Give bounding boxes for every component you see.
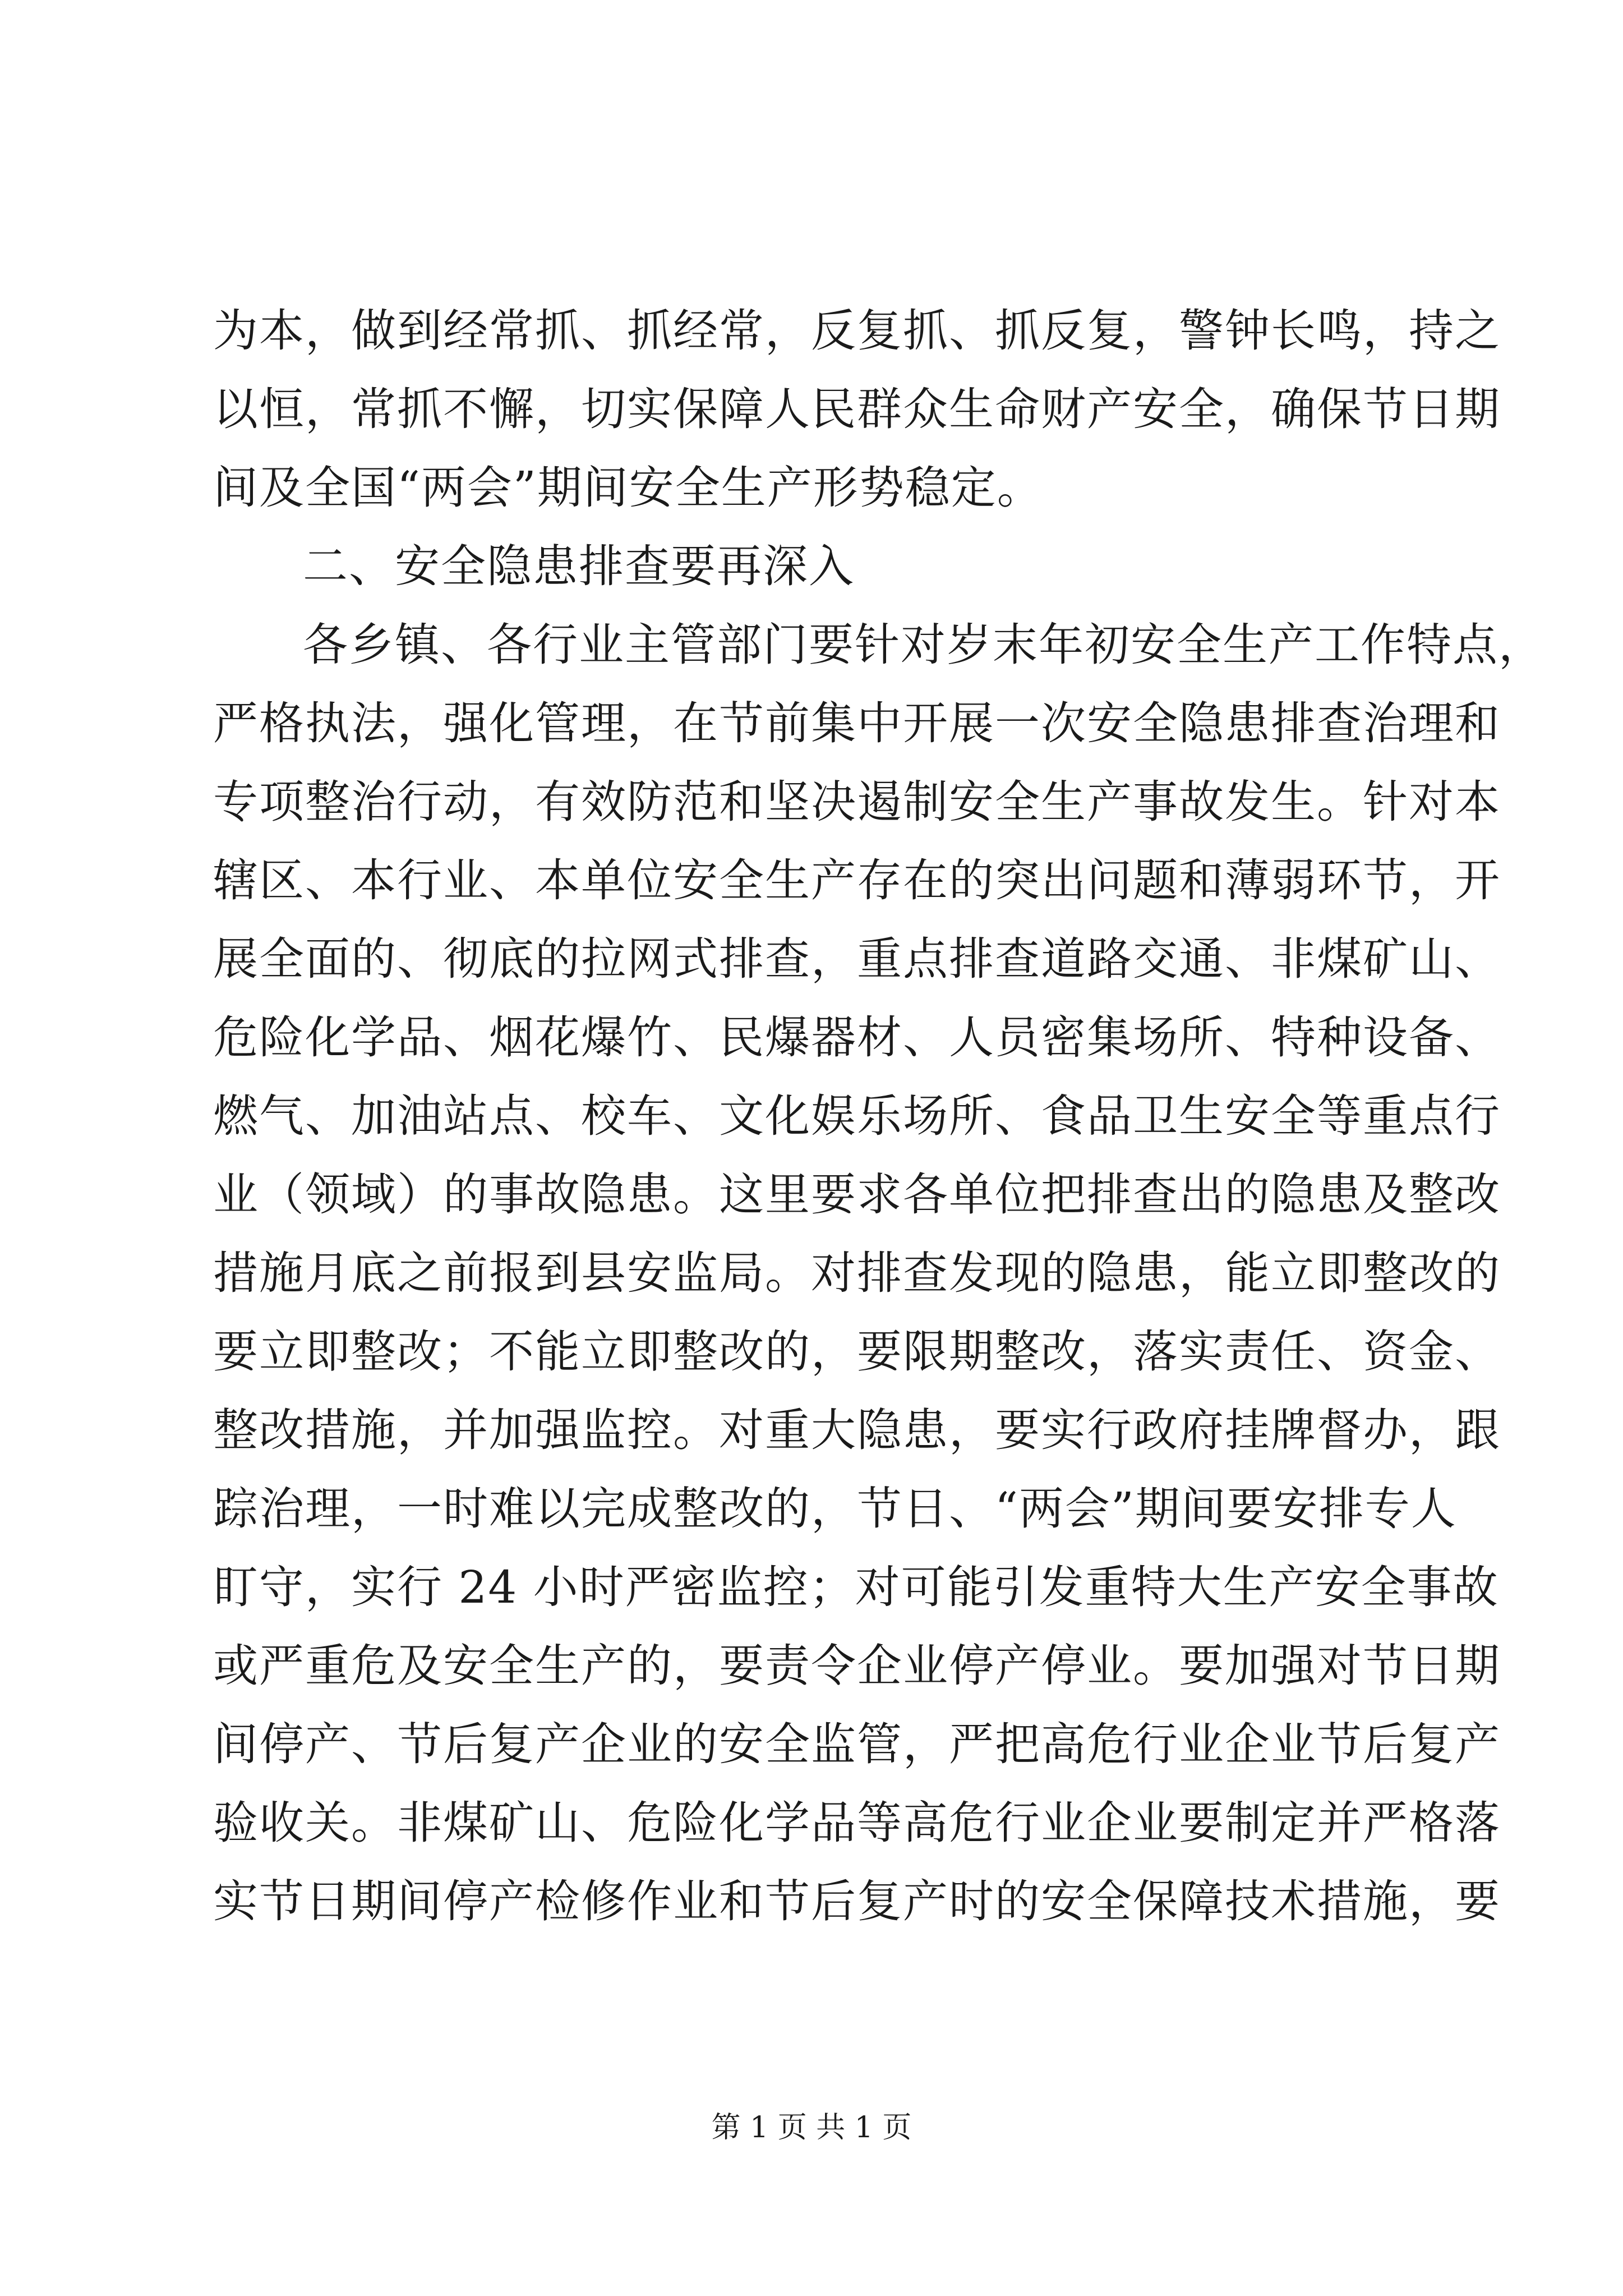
section-heading: 二、安全隐患排查要再深入 [303, 540, 855, 592]
paragraph-3-line-12: 踪治理，一时难以完成整改的，节日、“两会”期间要安排专人 [213, 1483, 1457, 1535]
paragraph-1-line-2: 以恒，常抓不懈，切实保障人民群众生命财产安全，确保节日期 [213, 383, 1501, 435]
paragraph-3-line-16: 验收关。非煤矿山、危险化学品等高危行业企业要制定并严格落 [213, 1797, 1501, 1849]
paragraph-3-line-7: 燃气、加油站点、校车、文化娱乐场所、食品卫生安全等重点行 [213, 1090, 1501, 1142]
paragraph-3-line-11: 整改措施，并加强监控。对重大隐患，要实行政府挂牌督办，跟 [213, 1404, 1501, 1456]
paragraph-3-line-2: 严格执法，强化管理，在节前集中开展一次安全隐患排查治理和 [213, 697, 1501, 749]
paragraph-3-line-10: 要立即整改；不能立即整改的，要限期整改，落实责任、资金、 [213, 1326, 1501, 1378]
paragraph-3-line-17: 实节日期间停产检修作业和节后复产时的安全保障技术措施，要 [213, 1875, 1501, 1927]
paragraph-3-line-14: 或严重危及安全生产的，要责令企业停产停业。要加强对节日期 [213, 1640, 1501, 1692]
paragraph-3-line-13: 盯守，实行 24 小时严密监控；对可能引发重特大生产安全事故 [213, 1561, 1499, 1613]
paragraph-3-line-15: 间停产、节后复产企业的安全监管，严把高危行业企业节后复产 [213, 1718, 1501, 1770]
paragraph-3-line-3: 专项整治行动，有效防范和坚决遏制安全生产事故发生。针对本 [213, 776, 1501, 828]
paragraph-3-line-1: 各乡镇、各行业主管部门要针对岁末年初安全生产工作特点， [303, 619, 1544, 671]
page-number-footer: 第 1 页 共 1 页 [711, 2111, 912, 2145]
paragraph-3-line-4: 辖区、本行业、本单位安全生产存在的突出问题和薄弱环节，开 [213, 854, 1501, 907]
paragraph-1-line-3: 间及全国“两会”期间安全生产形势稳定。 [213, 462, 1043, 514]
paragraph-3-line-6: 危险化学品、烟花爆竹、民爆器材、人员密集场所、特种设备、 [213, 1011, 1501, 1064]
paragraph-3-line-8: 业（领域）的事故隐患。这里要求各单位把排查出的隐患及整改 [213, 1168, 1501, 1221]
paragraph-3-line-9: 措施月底之前报到县安监局。对排查发现的隐患，能立即整改的 [213, 1247, 1501, 1299]
paragraph-1-line-1: 为本，做到经常抓、抓经常，反复抓、抓反复，警钟长鸣，持之 [213, 305, 1501, 357]
paragraph-3-line-5: 展全面的、彻底的拉网式排查，重点排查道路交通、非煤矿山、 [213, 933, 1501, 985]
